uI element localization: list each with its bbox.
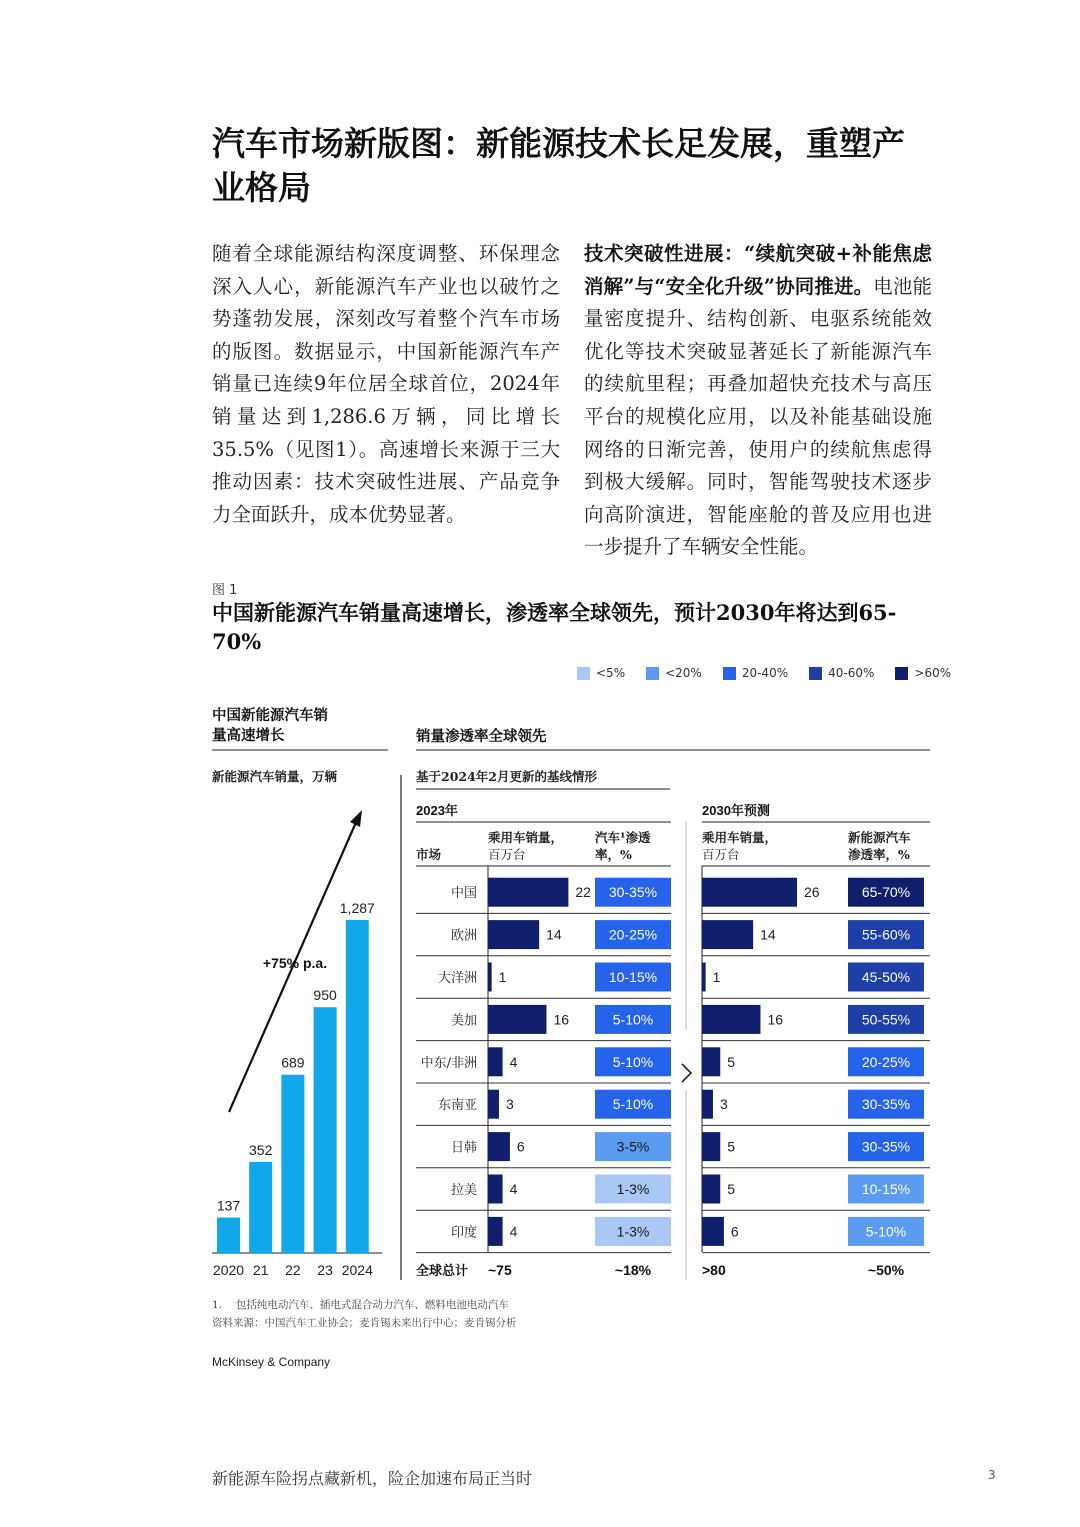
sales-bar-2023 (488, 1132, 510, 1161)
page-title: 汽车市场新版图：新能源技术长足发展，重塑产业格局 (212, 124, 905, 207)
sales-value-2030: 16 (767, 1011, 784, 1028)
bar-value-label: 352 (249, 1141, 273, 1158)
sales-header: 乘用车销量， (488, 830, 564, 845)
page-number: 3 (988, 1468, 996, 1482)
bar-value-label: 950 (313, 987, 337, 1004)
rate-value-2030: 50-55% (861, 1011, 911, 1028)
sales-bar-2023 (488, 963, 492, 992)
sales-bar-2030 (702, 1047, 720, 1076)
bar-value-label: 689 (281, 1054, 305, 1071)
x-tick-label: 2024 (341, 1262, 373, 1278)
bar (346, 920, 369, 1253)
total-sales-2023: ~75 (488, 1262, 512, 1278)
rate-value-2023: 5-10% (612, 1096, 654, 1113)
total-sales-2030: >80 (702, 1262, 726, 1278)
sales-header-unit: 百万台 (488, 847, 526, 862)
rate-value-2030: 30-35% (861, 1096, 911, 1113)
sales-header: 乘用车销量， (702, 830, 778, 845)
sales-bar-2023 (488, 1005, 546, 1034)
bar (217, 1218, 240, 1253)
total-rate-2030: ~50% (867, 1262, 905, 1278)
right-chart-subtitle: 基于2024年2月更新的基线情形 (416, 769, 597, 784)
sales-bar-2023 (488, 1217, 503, 1246)
rate-header: 汽车¹渗透 (595, 830, 651, 845)
rate-value-2023: 10-15% (608, 969, 658, 985)
sales-value-2030: 14 (760, 926, 776, 943)
rate-header-unit: 渗透率，% (848, 847, 910, 862)
market-label: 印度 (450, 1225, 477, 1241)
rate-value-2023: 1-3% (616, 1181, 650, 1197)
sales-bar-2030 (702, 878, 797, 907)
sales-header-unit: 百万台 (702, 847, 740, 862)
legend-label: <5% (596, 666, 626, 680)
legend-label: <20% (665, 666, 702, 680)
rate-value-2023: 3-5% (616, 1138, 650, 1155)
sales-value-2030: 5 (727, 1138, 736, 1155)
sales-bar-2030 (702, 1175, 720, 1204)
sales-bar-2023 (488, 920, 539, 949)
rate-value-2023: 1-3% (616, 1223, 650, 1240)
market-header: 市场 (416, 847, 442, 862)
body-paragraph-left: 随着全球能源结构深度调整、环保理念深入人心，新能源汽车产业也以破竹之势蓬勃发展，深刻改写着整个汽车市场的版图。数据显示，中国新能源汽车产销量已连续9年位居全球首位，2024年销量达到1,286.6万辆，同比增长35.5%（见图1）。高速增长来源于三大推动因素：技术突破性进展、产品竞争力全面跃升，成本优势显著。 (212, 242, 560, 526)
bar (281, 1075, 304, 1253)
footer-title: 新能源车险拐点藏新机，险企加速布局正当时 (212, 1469, 533, 1488)
sales-bar-2030 (702, 963, 706, 992)
left-chart-title-line1: 中国新能源汽车销 (212, 707, 328, 724)
chevron-right-icon (682, 1064, 691, 1082)
sales-value-2030: 1 (712, 969, 721, 985)
rate-value-2023: 5-10% (612, 1011, 654, 1028)
x-tick-label: 23 (317, 1262, 333, 1278)
sales-value-2023: 1 (498, 969, 507, 985)
sales-value-2030: 6 (730, 1223, 739, 1240)
sales-value-2023: 4 (509, 1181, 518, 1197)
bar (249, 1162, 272, 1253)
rate-value-2023: 5-10% (612, 1053, 654, 1070)
x-tick-label: 21 (252, 1262, 269, 1278)
x-tick-label: 22 (285, 1262, 301, 1278)
market-label: 大洋洲 (437, 971, 477, 986)
market-label: 拉美 (450, 1183, 477, 1198)
sales-bar-2023 (488, 1175, 503, 1204)
sales-value-2023: 4 (509, 1053, 518, 1070)
source-note: 资料来源：中国汽车工业协会；麦肯锡未来出行中心；麦肯锡分析 (212, 1317, 517, 1329)
sales-bar-2030 (702, 920, 753, 949)
right-chart-title: 销量渗透率全球领先 (416, 728, 547, 745)
market-label: 东南亚 (437, 1098, 477, 1114)
rate-value-2030: 30-35% (861, 1138, 911, 1155)
bar (314, 1007, 337, 1253)
footnote-1: 1. 包括纯电动汽车、插电式混合动力汽车、燃料电池电动汽车 (212, 1299, 509, 1311)
rate-value-2023: 30-35% (608, 884, 658, 901)
left-chart-title-line2: 量高速增长 (212, 727, 285, 744)
rate-value-2030: 45-50% (861, 969, 911, 985)
sales-value-2023: 16 (553, 1011, 570, 1028)
paragraph-body: 电池能量密度提升、结构创新、电驱系统能效优化等技术突破显著延长了新能源汽车的续航里程；再叠加超快充技术与高压平台的规模化应用，以及补能基础设施网络的日渐完善，使用户的续航焦虑得到极大缓解。同时，智能驾驶技术逐步向高阶演进，智能座舱的普及应用也进一步提升了车辆安全性能。 (584, 274, 932, 559)
sales-value-2030: 26 (804, 884, 820, 901)
section-name: 2030年预测 (702, 803, 770, 818)
brand-name: McKinsey & Company (212, 1355, 331, 1369)
market-label: 中东/非洲 (420, 1055, 477, 1071)
market-label: 中国 (450, 886, 477, 902)
figure-title: 中国新能源汽车销量高速增长，渗透率全球领先，预计2030年将达到65-70% (212, 600, 897, 654)
rate-value-2030: 10-15% (861, 1181, 911, 1197)
rate-value-2030: 65-70% (861, 884, 911, 901)
sales-value-2030: 5 (727, 1053, 736, 1070)
sales-bar-2030 (702, 1090, 713, 1119)
sales-bar-2023 (488, 1047, 503, 1076)
bar-value-label: 137 (216, 1197, 241, 1214)
sales-value-2023: 14 (546, 926, 562, 943)
legend-label: >60% (914, 666, 952, 680)
rate-value-2030: 20-25% (861, 1053, 911, 1070)
sales-bar-2023 (488, 1090, 499, 1119)
market-label: 日韩 (450, 1140, 477, 1156)
sales-value-2023: 3 (505, 1096, 514, 1113)
rate-header: 新能源汽车 (848, 830, 911, 845)
sales-bar-2023 (488, 878, 568, 907)
total-label: 全球总计 (416, 1264, 469, 1279)
bar-value-label: 1,287 (339, 900, 375, 916)
left-chart-ylabel: 新能源汽车销量，万辆 (212, 769, 338, 784)
sales-value-2023: 4 (509, 1223, 518, 1240)
sales-bar-2030 (702, 1005, 760, 1034)
footnotes (212, 1296, 517, 1332)
growth-arrowhead (350, 810, 362, 827)
legend-label: 40-60% (828, 666, 875, 680)
section-name: 2023年 (416, 803, 458, 818)
sales-bar-2030 (702, 1217, 724, 1246)
rate-header-unit: 率，% (595, 847, 632, 862)
rate-value-2030: 55-60% (861, 926, 911, 943)
paragraph-lead: 技术突破性进展：“续航突破+补能焦虑消解”与“安全化升级”协同推进。 (584, 242, 932, 298)
sales-value-2030: 3 (719, 1096, 728, 1113)
sales-bar-2030 (702, 1132, 720, 1161)
rate-value-2030: 5-10% (865, 1223, 907, 1240)
growth-annotation: +75% p.a. (262, 955, 328, 971)
legend-label: 20-40% (741, 666, 789, 680)
figure-label: 图 1 (212, 583, 238, 598)
x-tick-label: 2020 (212, 1262, 245, 1278)
market-label: 美加 (450, 1013, 477, 1029)
sales-value-2030: 5 (727, 1181, 736, 1197)
sales-value-2023: 6 (516, 1138, 525, 1155)
sales-value-2023: 22 (575, 884, 591, 901)
market-label: 欧洲 (450, 928, 477, 944)
rate-value-2023: 20-25% (608, 926, 658, 943)
total-rate-2023: ~18% (614, 1262, 652, 1278)
